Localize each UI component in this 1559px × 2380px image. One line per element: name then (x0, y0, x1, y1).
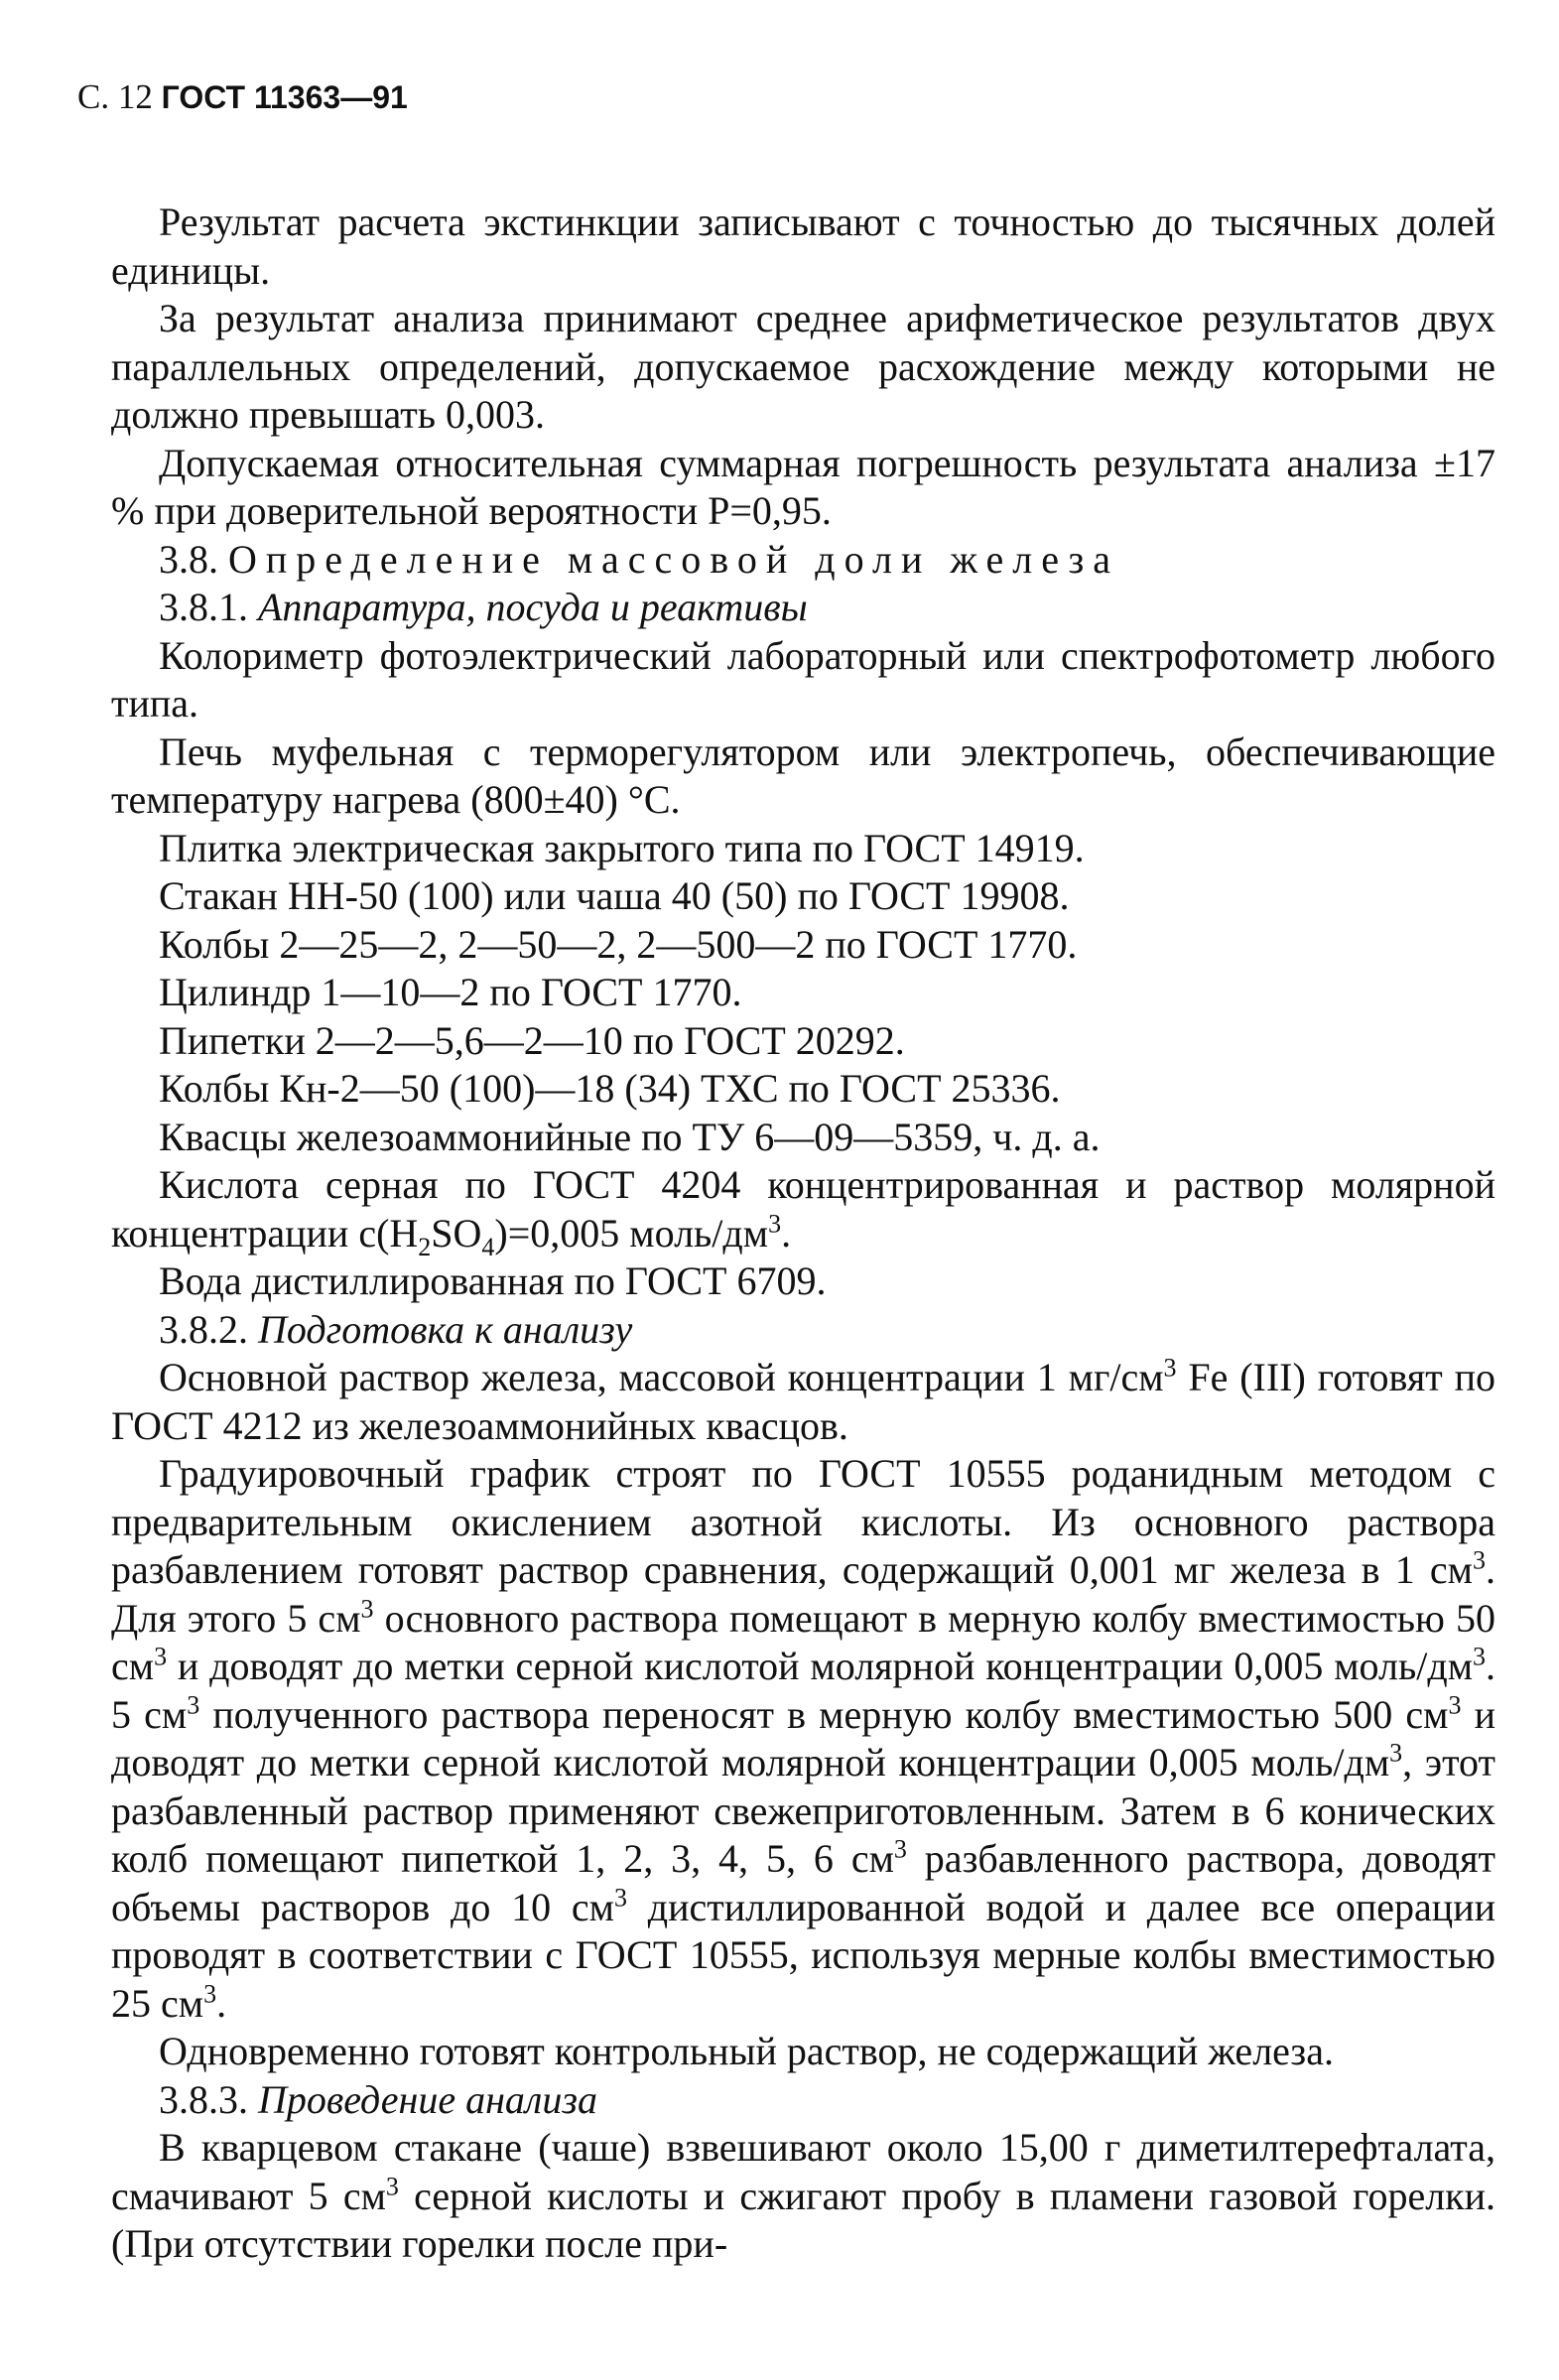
item-pipettes: Пипетки 2—2—5,6—2—10 по ГОСТ 20292. (159, 1017, 905, 1063)
superscript: 3 (203, 1979, 217, 2009)
section-number: 3.8. (159, 536, 218, 582)
text-run: полученного раствора переносят в мерную колбу вместимостью 500 см (199, 1691, 1449, 1737)
section-number: 3.8.2. (159, 1306, 248, 1352)
text-run: Кислота серная по ГОСТ 4204 концентрированная и раствор молярной концентрации c(H (111, 1162, 1495, 1256)
text-run: основного раствора помещают в мерную колбу вместимостью 50 см (111, 1595, 1496, 1688)
section-title: Проведение анализа (258, 2076, 597, 2122)
text-run: Fe (III) готовят по ГОСТ 4212 из железоаммонийных квасцов. (111, 1355, 1495, 1448)
superscript: 3 (1473, 1545, 1486, 1575)
item-beaker: Стакан НН-50 (100) или чаша 40 (50) по ГОСТ 19908. (159, 873, 1070, 918)
text-run: Основной раствор железа, массовой концентрации 1 мг/см (159, 1355, 1164, 1399)
section-number: 3.8.1. (159, 585, 248, 629)
text-run: )=0,005 моль/дм (494, 1210, 769, 1256)
paragraph-analysis-result: За результат анализа принимают среднее арифметическое результатов двух параллельных определений, допускаемое расхождение между которыми не должно превышать 0,003. (111, 296, 1495, 437)
section-title: Определение массовой доли железа (228, 536, 1120, 582)
superscript: 3 (187, 1690, 200, 1720)
item-conical-flasks: Колбы Кн-2—50 (100)—18 (34) ТХС по ГОСТ 25336. (159, 1066, 1061, 1111)
section-3-8-heading (111, 536, 1495, 585)
text-run: . (216, 1980, 227, 2026)
text-run: SO (431, 1210, 482, 1256)
section-number: 3.8.3. (159, 2076, 248, 2122)
superscript: 3 (1389, 1738, 1403, 1768)
paragraph-permissible-error: Допускаемая относительная суммарная погрешность результата анализа ±17 % при доверительной вероятности P=0,95. (111, 440, 1495, 533)
superscript: 3 (385, 2172, 399, 2201)
item-flasks: Колбы 2—25—2, 2—50—2, 2—500—2 по ГОСТ 1770. (159, 921, 1078, 967)
superscript: 3 (154, 1642, 168, 1671)
section-3-8-1-heading (111, 584, 1495, 632)
section-title: Подготовка к анализу (258, 1306, 633, 1352)
text-run: . 5 см (111, 1644, 1495, 1737)
paragraph-analysis-procedure (111, 2124, 1495, 2269)
text-run: . (781, 1210, 792, 1256)
superscript: 3 (1473, 1642, 1486, 1671)
text-run: В кварцевом стакане (чаше) взвешивают около 15,00 г диметилтерефталата, смачивают 5 см (111, 2125, 1495, 2218)
standard-number: ГОСТ 11363—91 (161, 79, 408, 115)
superscript: 3 (1163, 1353, 1177, 1383)
page-header (77, 77, 408, 117)
paragraph-extinction-record: Результат расчета экстинкции записывают с точностью до тысячных долей единицы. (111, 199, 1495, 293)
text-run: серной кислоты и сжигают пробу в пламени газовой горелки. (При отсутствии горелки после при- (111, 2173, 1495, 2266)
subscript: 2 (418, 1232, 432, 1261)
text-run: дистиллированной водой и далее все операции проводят в соответствии с ГОСТ 10555, используя мерные колбы вместимостью 25 см (111, 1884, 1496, 2026)
superscript: 3 (1448, 1690, 1462, 1720)
paragraph-control-solution: Одновременно готовят контрольный раствор, не содержащий железа. (159, 2029, 1334, 2073)
page-number: С. 12 (77, 77, 153, 116)
paragraph-calibration (111, 1450, 1495, 2028)
section-title: Аппаратура, посуда и реактивы (258, 585, 808, 629)
item-sulfuric-acid (111, 1161, 1495, 1261)
superscript: 3 (768, 1209, 782, 1239)
text-run: , этот разбавленный раствор применяют свежеприготовленным. Затем в 6 конических колб помещают пипеткой 1, 2, 3, 4, 5, 6 см (111, 1740, 1495, 1881)
text-run: разбавленного раствора, доводят объемы растворов до 10 см (111, 1836, 1495, 1929)
text-run: и доводят до метки серной кислотой молярной концентрации 0,005 моль/дм (111, 1691, 1495, 1785)
text-run: . Для этого 5 см (111, 1547, 1495, 1641)
item-distilled-water: Вода дистиллированная по ГОСТ 6709. (159, 1258, 827, 1303)
subscript: 4 (481, 1232, 495, 1261)
text-run: Градуировочный график строят по ГОСТ 10555 роданидным методом с предварительным окислением азотной кислоты. Из основного раствора разбавлением готовят раствор сравнения, содержащий 0,001 мг железа в 1 см (111, 1451, 1495, 1592)
section-3-8-3-heading (111, 2076, 1495, 2125)
item-furnace: Печь муфельная с терморегулятором или электропечь, обеспечивающие температуру нагрева (800±40) °С. (111, 728, 1495, 822)
item-hotplate: Плитка электрическая закрытого типа по ГОСТ 14919. (159, 825, 1085, 870)
document-body (111, 198, 1495, 2269)
superscript: 3 (613, 1883, 627, 1913)
paragraph-stock-solution (111, 1354, 1495, 1450)
superscript: 3 (893, 1834, 907, 1864)
item-alum: Квасцы железоаммонийные по ТУ 6—09—5359, ч. д. а. (159, 1114, 1101, 1159)
item-colorimeter: Колориметр фотоэлектрический лабораторный или спектрофотометр любого типа. (111, 632, 1495, 726)
superscript: 3 (360, 1594, 374, 1624)
text-run: и доводят до метки серной кислотой молярной концентрации 0,005 моль/дм (167, 1644, 1473, 1688)
section-3-8-2-heading (111, 1306, 1495, 1355)
item-cylinder: Цилиндр 1—10—2 по ГОСТ 1770. (159, 970, 742, 1014)
